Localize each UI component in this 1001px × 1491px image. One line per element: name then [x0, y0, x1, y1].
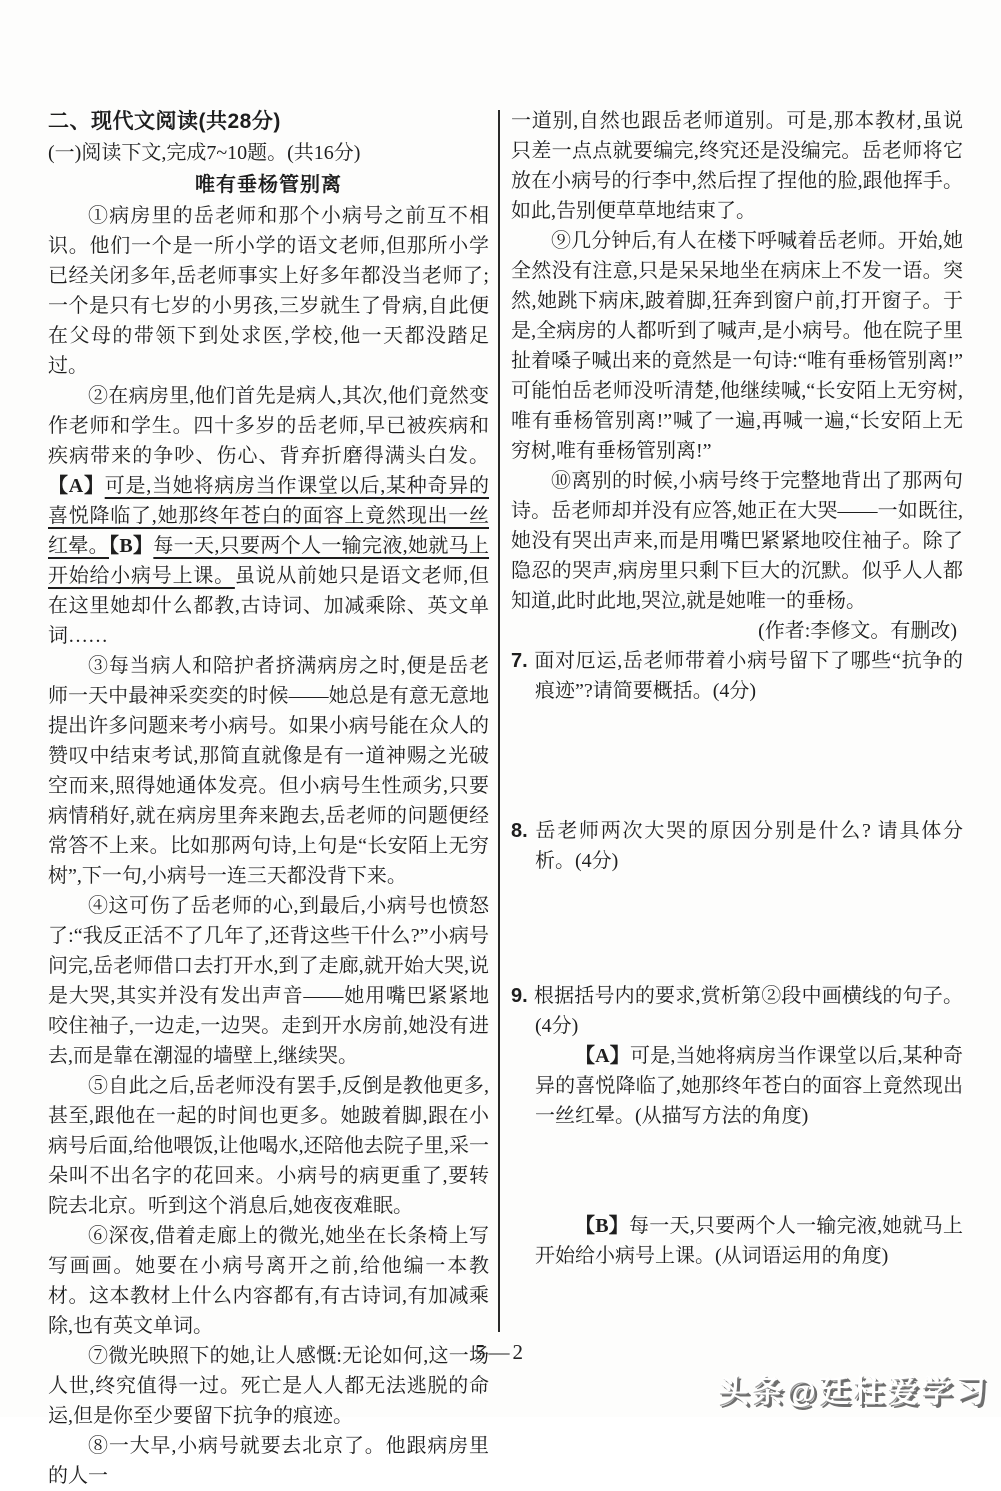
question-9-text: 根据括号内的要求,赏析第②段中画横线的句子。(4分)	[533, 985, 963, 1037]
article-paragraph-9: ⑨几分钟后,有人在楼下呼喊着岳老师。开始,她全然没有注意,只是呆呆地坐在病床上不发一语。突然,她跳下病床,跛着脚,狂奔到窗户前,打开窗子。于是,全病房的人都听到了喊声,是小病号。他在院子里扯着嗓子喊出来的竟然是一句诗:“唯有垂杨管别离!”可能怕岳老师没听清楚,他继续喊,“长安陌上无穷树,唯有垂杨管别离!”喊了一遍,再喊一遍,“长安陌上无穷树,唯有垂杨管别离!”	[511, 230, 963, 462]
article-paragraph-8-continued: 一道别,自然也跟岳老师道别。可是,那本教材,虽说只差一点点就要编完,终究还是没编完。岳老师将它放在小病号的行李中,然后捏了捏他的脸,跟他挥手。如此,告别便草草地结束了。	[511, 110, 963, 222]
article-paragraph-10: ⑩离别的时候,小病号终于完整地背出了那两句诗。岳老师却并没有应答,她正在大哭——一如既往,她没有哭出声来,而是用嘴巴紧紧地咬住袖子。除了隐忍的哭声,病房里只剩下巨大的沉默。似乎人人都知道,此时此地,哭泣,就是她唯一的垂杨。	[511, 470, 963, 612]
author-attribution: (作者:李修文。有删改)	[758, 620, 957, 642]
article-paragraph-3: ③每当病人和陪护者挤满病房之时,便是岳老师一天中最神采奕奕的时候——她总是有意无意地提出许多问题来考小病号。如果小病号能在众人的赞叹中结束考试,那简直就像是有一道神赐之光破空而来,照得她通体发亮。但小病号生性顽劣,只要病情稍好,就在病房里奔来跑去,岳老师的问题便经常答不上来。比如那两句诗,上句是“长安陌上无穷树”,下一句,小病号一连三天都没背下来。	[48, 655, 489, 887]
question-9	[511, 981, 963, 1041]
watermark: 头条@廷柱爱学习	[717, 1374, 989, 1409]
question-9-excerpt-b	[535, 1211, 963, 1271]
question-8-text: 岳老师两次大哭的原因分别是什么? 请具体分析。(4分)	[533, 820, 963, 872]
question-8-number: 8.	[511, 820, 528, 842]
article-paragraph-4: ④这可伤了岳老师的心,到最后,小病号也愤怒了:“我反正活不了几年了,还背这些干什么?”小病号问完,岳老师借口去打开水,到了走廊,就开始大哭,说是大哭,其实并没有发出声音——她用嘴巴紧紧地咬住袖子,一边走,一边哭。走到开水房前,她没有进去,而是靠在潮湿的墙壁上,继续哭。	[48, 895, 489, 1067]
section-heading: 二、现代文阅读(共28分)	[48, 110, 281, 133]
excerpt-a-text: 可是,当她将病房当作课堂以后,某种奇异的喜悦降临了,她那终年苍白的面容上竟然现出一丝红晕。(从描写方法的角度)	[535, 1045, 963, 1127]
answer-space-q7	[511, 706, 963, 816]
paragraph-2-tail: 虽说从前她只是语文老师,但在这里她却什么都教,古诗词、加减乘除、英文单词……	[48, 565, 490, 647]
article-paragraph-1: ①病房里的岳老师和那个小病号之前互不相识。他们一个是一所小学的语文老师,但那所小学已经关闭多年,岳老师事实上好多年都没当老师了;一个是只有七岁的小男孩,三岁就生了骨病,自此便在父母的带领下到处求医,学校,他一天都没踏足过。	[48, 205, 489, 377]
article-paragraph-6: ⑥深夜,借着走廊上的微光,她坐在长条椅上写写画画。她要在小病号离开之前,给他编一本教材。这本教材上什么内容都有,有古诗词,有加减乘除,也有英文单词。	[48, 1225, 489, 1337]
sentence-marker-b: 【B】	[109, 535, 154, 557]
excerpt-a-marker: 【A】	[575, 1045, 630, 1067]
question-7	[511, 646, 963, 706]
question-8	[511, 816, 963, 876]
article-paragraph-5: ⑤自此之后,岳老师没有罢手,反倒是教他更多,甚至,跟他在一起的时间也更多。她跛着脚,跟在小病号后面,给他喂饭,让他喝水,还陪他去院子里,采一朵叫不出名字的花回来。小病号的病更重了,要转院去北京。听到这个消息后,她夜夜难眠。	[48, 1075, 489, 1217]
excerpt-b-marker: 【B】	[575, 1215, 630, 1237]
question-9-excerpt-a	[535, 1041, 963, 1131]
page-columns	[48, 106, 963, 1491]
question-7-number: 7.	[511, 650, 528, 672]
excerpt-b-text: 每一天,只要两个人一输完液,她就马上开始给小病号上课。(从词语运用的角度)	[535, 1215, 964, 1267]
reading-instruction: (一)阅读下文,完成7~10题。(共16分)	[48, 142, 361, 164]
underlined-sentence-a: 可是,当她将病房当作课堂以后,某种奇异的喜悦降临了,她那终年苍白的面容上竟然现出一丝红晕。	[48, 475, 489, 557]
question-7-text: 面对厄运,岳老师带着小病号留下了哪些“抗争的痕迹”?请简要概括。(4分)	[533, 650, 963, 702]
question-9-number: 9.	[511, 985, 528, 1007]
right-column	[511, 106, 963, 1491]
answer-space-q8	[511, 876, 963, 981]
underlined-sentence-b: 每一天,只要两个人一输完液,她就马上开始给小病号上课。	[48, 535, 490, 587]
article-title: 唯有垂杨管别离	[195, 174, 342, 196]
article-paragraph-7: ⑦微光映照下的她,让人感慨:无论如何,这一场人世,终究值得一过。死亡是人人都无法逃脱的命运,但是你至少要留下抗争的痕迹。	[48, 1345, 489, 1427]
answer-space-q9a	[511, 1131, 963, 1211]
page-number: 5—2	[475, 1340, 526, 1364]
paragraph-2-text: ②在病房里,他们首先是病人,其次,他们竟然变作老师和学生。四十多岁的岳老师,早已被疾病和疾病带来的争吵、伤心、背弃折磨得满头白发。	[48, 385, 489, 467]
article-paragraph-2	[48, 381, 489, 651]
article-paragraph-8-left: ⑧一大早,小病号就要去北京了。他跟病房里的人一	[48, 1435, 489, 1487]
left-column	[48, 106, 489, 1491]
sentence-marker-a: 【A】	[48, 475, 105, 497]
